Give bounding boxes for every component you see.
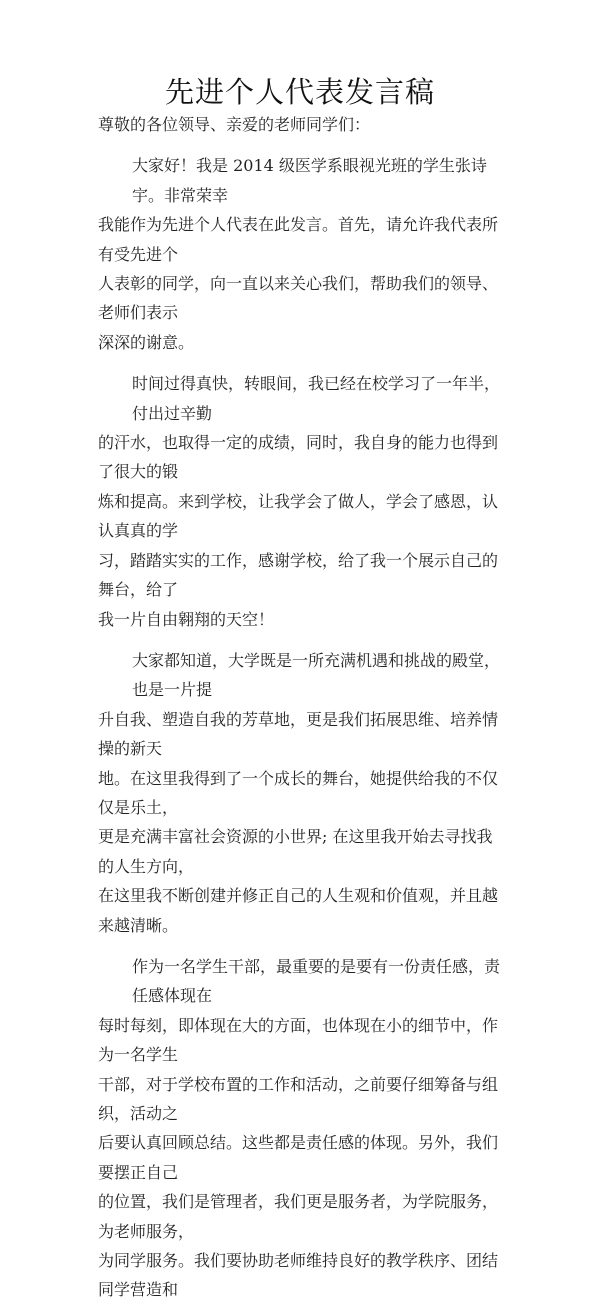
paragraph-line: 地。在这里我得到了一个成长的舞台，她提供给我的不仅仅是乐土， [98, 768, 499, 817]
document-body [98, 110, 508, 1305]
paragraph-line: 后要认真回顾总结。这些都是责任感的体现。另外，我们要摆正自己 [98, 1133, 499, 1182]
paragraph [98, 646, 508, 940]
paragraph [98, 151, 508, 357]
paragraph-line: 的汗水，也取得一定的成绩，同时，我自身的能力也得到了很大的锻 [98, 433, 499, 482]
paragraph-line: 在这里我不断创建并修正自己的人生观和价值观，并且越来越清晰。 [98, 886, 499, 935]
paragraph-line: 人表彰的同学，向一直以来关心我们，帮助我们的领导、老师们表示 [98, 274, 499, 323]
paragraph-line: 更是充满丰富社会资源的小世界; 在这里我开始去寻找我的人生方向， [98, 827, 493, 876]
paragraph-line: 时间过得真快，转眼间，我已经在校学习了一年半，付出过辛勤 [132, 374, 501, 423]
document-title: 先进个人代表发言稿 [164, 75, 435, 109]
paragraph-line: 升自我、塑造自我的芳草地，更是我们拓展思维、培养情操的新天 [98, 709, 499, 759]
paragraph [98, 952, 508, 1305]
paragraph-line: 为同学服务。我们要协助老师维持良好的教学秩序、团结同学营造和 [98, 1251, 499, 1300]
paragraph-line: 习，踏踏实实的工作，感谢学校，给了我一个展示自己的舞台，给了 [98, 550, 499, 600]
paragraph-line: 每时每刻，即体现在大的方面，也体现在小的细节中，作为一名学生 [98, 1015, 499, 1065]
greeting: 尊敬的各位领导、亲爱的老师同学们： [98, 115, 371, 134]
paragraph-line: 的位置，我们是管理者，我们更是服务者，为学院服务，为老师服务， [98, 1192, 499, 1241]
paragraph-line: 我能作为先进个人代表在此发言。首先，请允许我代表所有受先进个 [98, 215, 499, 264]
paragraph [98, 369, 508, 634]
paragraph-line: 干部，对于学校布置的工作和活动，之前要仔细筹备与组织，活动之 [98, 1074, 499, 1123]
paragraph-line: 作为一名学生干部，最重要的是要有一份责任感，责任感体现在 [132, 956, 501, 1006]
paragraph-line: 深深的谢意。 [98, 332, 195, 352]
paragraph-line: 大家好！我是 2014 级医学系眼视光班的学生张诗宇。非常荣幸 [132, 156, 487, 205]
paragraph-line: 大家都知道，大学既是一所充满机遇和挑战的殿堂，也是一片提 [132, 650, 501, 700]
paragraph-line: 我一片自由翱翔的天空！ [98, 609, 275, 629]
paragraph-line: 炼和提高。来到学校，让我学会了做人，学会了感恩，认认真真的学 [98, 491, 499, 541]
